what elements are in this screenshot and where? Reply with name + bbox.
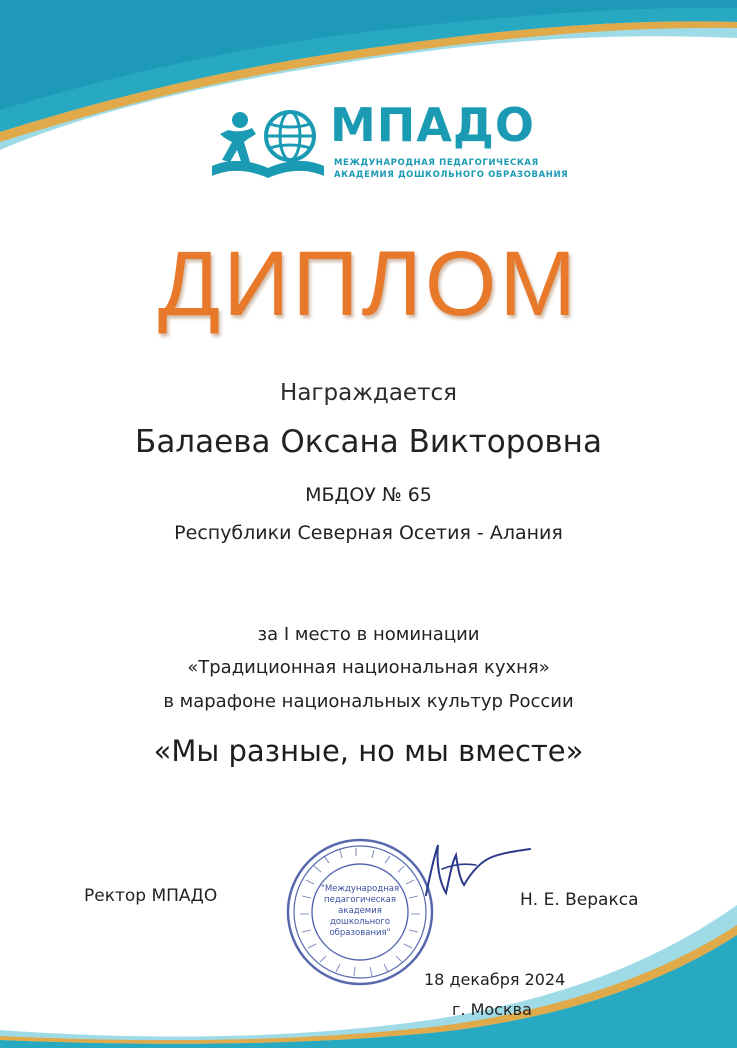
signer-name: Н. Е. Веракса bbox=[520, 890, 639, 910]
mpado-logo bbox=[210, 98, 569, 188]
logo-subtitle-line1: МЕЖДУНАРОДНАЯ ПЕДАГОГИЧЕСКАЯ bbox=[334, 158, 539, 168]
issue-city: г. Москва bbox=[452, 1000, 532, 1019]
diploma-title: ДИПЛОМ bbox=[157, 233, 580, 335]
stamp-line-5: образования" bbox=[329, 928, 391, 938]
region: Республики Северная Осетия - Алания bbox=[174, 522, 563, 544]
child-and-globe-icon bbox=[210, 106, 328, 186]
stamp-line-2: педагогическая bbox=[324, 895, 396, 905]
recipient-name: Балаева Оксана Викторовна bbox=[135, 424, 602, 460]
stamp-line-4: дошкольного bbox=[329, 917, 391, 927]
stamp-line-1: "Международная bbox=[320, 884, 400, 894]
reason-line-3: в марафоне национальных культур России bbox=[163, 691, 574, 712]
rector-label: Ректор МПАДО bbox=[84, 886, 218, 906]
logo-subtitle-line2: АКАДЕМИЯ ДОШКОЛЬНОГО ОБРАЗОВАНИЯ bbox=[334, 170, 569, 180]
reason-line-1: за I место в номинации bbox=[257, 624, 480, 645]
organization: МБДОУ № 65 bbox=[305, 484, 432, 506]
awarded-label: Награждается bbox=[280, 380, 457, 406]
event-title: «Мы разные, но мы вместе» bbox=[153, 734, 584, 768]
logo-title: МПАДО bbox=[330, 98, 535, 152]
stamp-line-3: академия bbox=[338, 906, 382, 916]
issue-date: 18 декабря 2024 bbox=[424, 970, 566, 989]
reason-line-2: «Традиционная национальная кухня» bbox=[187, 657, 550, 678]
